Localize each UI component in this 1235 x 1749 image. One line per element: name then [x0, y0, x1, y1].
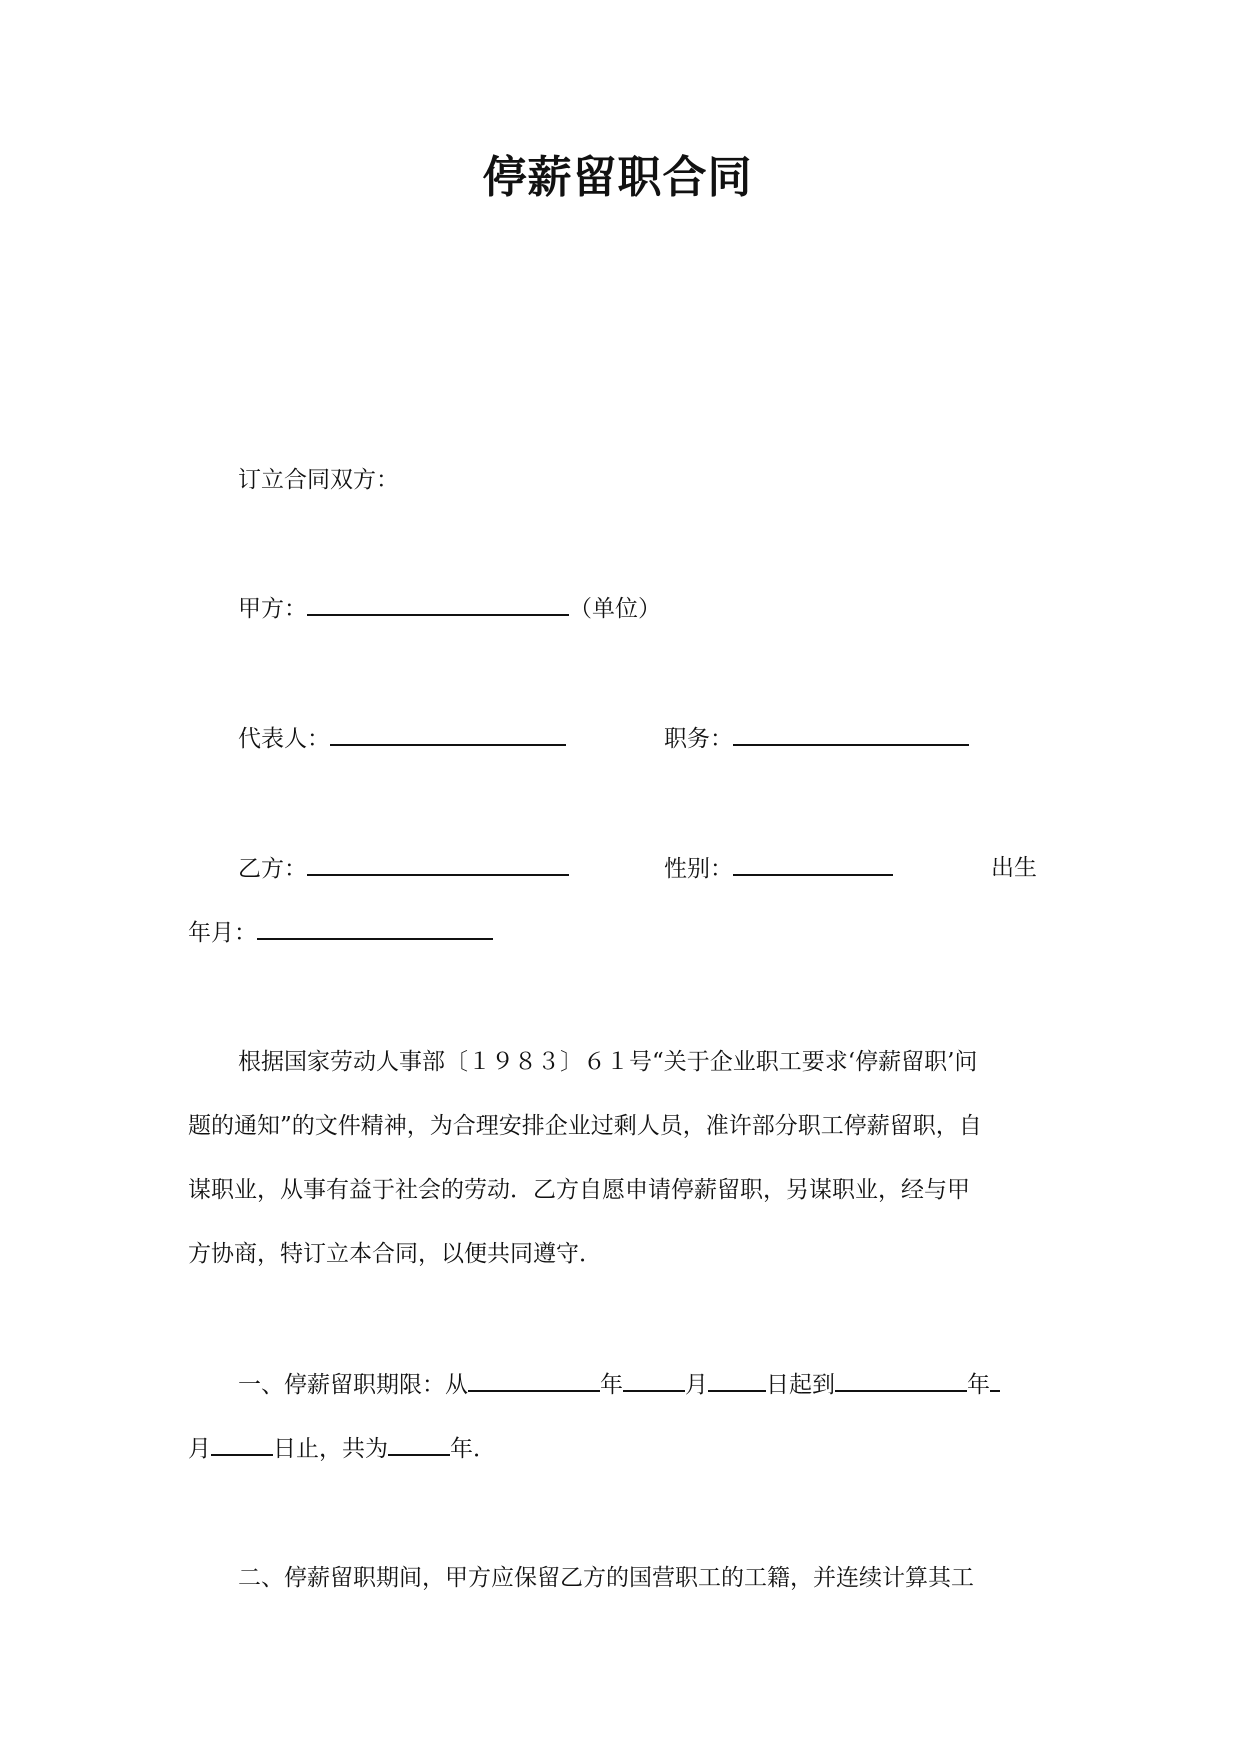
start-year-blank[interactable]	[468, 1368, 600, 1392]
party-b-line	[238, 852, 569, 885]
clause2-line1: 二、停薪留职期间，甲方应保留乙方的国营职工的工籍，并连续计算其工	[238, 1565, 974, 1591]
preamble-line: 方协商，特订立本合同，以便共同遵守．	[188, 1241, 602, 1267]
party-a-blank[interactable]	[307, 592, 569, 616]
party-a-suffix: （单位）	[569, 596, 661, 622]
gender-line	[664, 852, 893, 885]
party-b-label: 乙方：	[238, 856, 307, 882]
birth-line	[188, 916, 493, 949]
preamble-line: 根据国家劳动人事部〔１９８３〕６１号“关于企业职工要求‘停薪留职’问	[238, 1049, 978, 1075]
gender-label: 性别：	[664, 856, 733, 882]
end-day-blank[interactable]	[211, 1432, 273, 1456]
representative-label-line	[238, 722, 566, 755]
birth-label-part2: 年月：	[188, 920, 257, 946]
clause1-line1	[238, 1368, 1000, 1401]
position-label: 职务：	[664, 726, 733, 752]
party-a-label: 甲方：	[238, 596, 307, 622]
clause1-line2	[188, 1432, 496, 1465]
preamble-line: 谋职业，从事有益于社会的劳动．乙方自愿申请停薪留职，另谋职业，经与甲	[188, 1177, 970, 1203]
clause1-day-from-label: 日起到	[766, 1372, 835, 1398]
clause1-year2-label: 年	[967, 1372, 990, 1398]
representative-blank[interactable]	[330, 722, 566, 746]
clause1-day-until-label: 日止，共为	[273, 1436, 388, 1462]
end-year-blank[interactable]	[835, 1368, 967, 1392]
party-b-blank[interactable]	[307, 852, 569, 876]
end-year-tail-blank	[990, 1368, 1000, 1392]
position-blank[interactable]	[733, 722, 969, 746]
gender-blank[interactable]	[733, 852, 893, 876]
clause1-prefix: 一、停薪留职期限：从	[238, 1372, 468, 1398]
clause1-year-label: 年	[600, 1372, 623, 1398]
clause1-month2-label: 月	[188, 1436, 211, 1462]
birth-blank[interactable]	[257, 916, 493, 940]
parties-intro: 订立合同双方：	[238, 467, 399, 493]
party-a-line	[238, 592, 661, 625]
clause1-years-end-label: 年．	[450, 1436, 496, 1462]
birth-label-part1: 出生	[991, 855, 1037, 881]
document-title: 停薪留职合同	[482, 152, 753, 203]
start-month-blank[interactable]	[623, 1368, 685, 1392]
representative-label: 代表人：	[238, 726, 330, 752]
start-day-blank[interactable]	[708, 1368, 766, 1392]
preamble-line: 题的通知”的文件精神，为合理安排企业过剩人员，准许部分职工停薪留职，自	[188, 1113, 982, 1139]
position-line	[664, 722, 969, 755]
total-years-blank[interactable]	[388, 1432, 450, 1456]
clause1-month-label: 月	[685, 1372, 708, 1398]
